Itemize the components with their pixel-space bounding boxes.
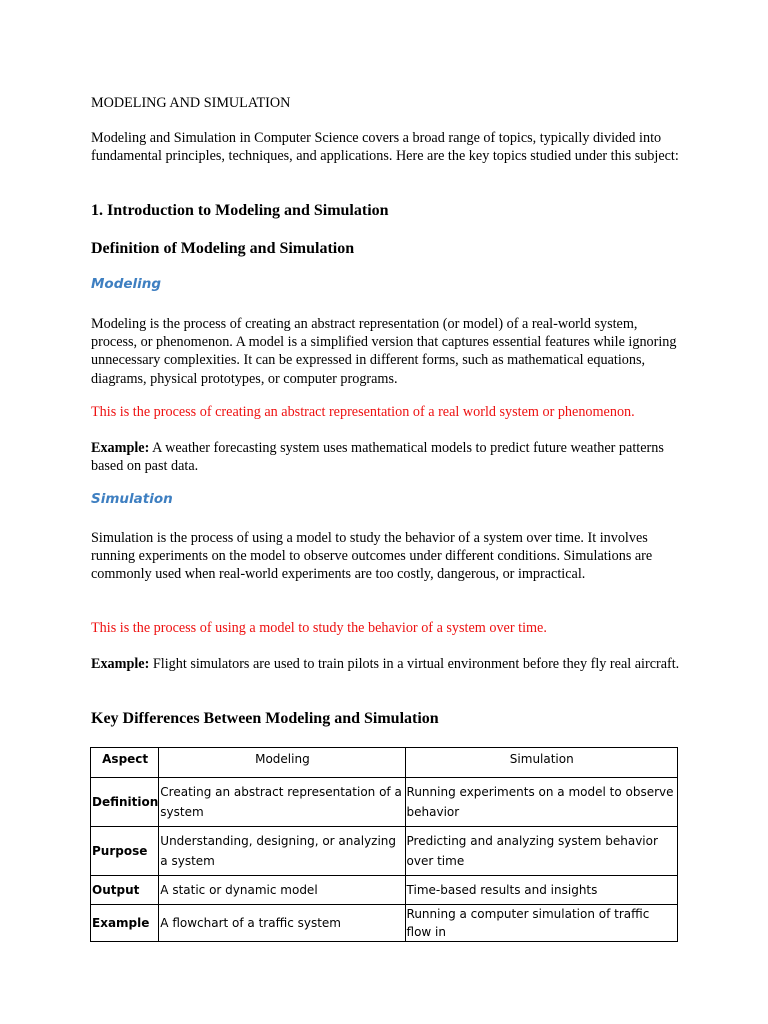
table-row-label: Output xyxy=(91,876,159,905)
example-label: Example: xyxy=(91,440,150,456)
differences-heading: Key Differences Between Modeling and Simulation xyxy=(91,710,439,727)
table-header-row xyxy=(91,748,678,778)
intro-paragraph: Modeling and Simulation in Computer Science covers a broad range of topics, typically divided into fundamental principles, techniques, and applications. Here are the key topics studied under this subject: xyxy=(91,130,679,165)
simulation-highlight: This is the process of using a model to study the behavior of a system over time. xyxy=(91,620,547,636)
table-cell: A static or dynamic model xyxy=(159,876,405,905)
table-row-label: Definition xyxy=(91,778,159,827)
simulation-example xyxy=(91,655,681,673)
modeling-paragraph: Modeling is the process of creating an abstract representation (or model) of a real-world system, process, or phenomenon. A model is a simplified version that captures essential features while ignoring unnecessary complexities. It can be expressed in different forms, such as mathematical equations, diagrams, physical prototypes, or computer programs. xyxy=(91,316,677,387)
table-row xyxy=(91,827,678,876)
table-cell: A flowchart of a traffic system xyxy=(159,905,405,942)
modeling-subheading: Modeling xyxy=(91,276,162,292)
example-text: A weather forecasting system uses mathematical models to predict future weather patterns based on past data. xyxy=(91,440,664,475)
table-header-cell: Aspect xyxy=(91,748,159,778)
table-cell: Creating an abstract representation of a system xyxy=(159,778,405,827)
table-row-label: Example xyxy=(91,905,159,942)
table-cell: Time-based results and insights xyxy=(405,876,677,905)
simulation-paragraph: Simulation is the process of using a model to study the behavior of a system over time. It involves running experiments on the model to observe outcomes under different conditions. Simulations are commonly used when real-world experiments are too costly, dangerous, or impractical. xyxy=(91,530,653,583)
table-row-label: Purpose xyxy=(91,827,159,876)
table-cell: Running a computer simulation of traffic flow in xyxy=(405,905,677,942)
example-text: Flight simulators are used to train pilots in a virtual environment before they fly real aircraft. xyxy=(149,656,680,672)
differences-table xyxy=(90,747,678,942)
table-cell: Running experiments on a model to observe behavior xyxy=(405,778,677,827)
table-cell: Predicting and analyzing system behavior over time xyxy=(405,827,677,876)
table-cell: Understanding, designing, or analyzing a system xyxy=(159,827,405,876)
table-header-cell: Simulation xyxy=(405,748,677,778)
table-header-cell: Modeling xyxy=(159,748,405,778)
document-title: MODELING AND SIMULATION xyxy=(91,95,291,111)
modeling-example xyxy=(91,439,681,475)
definition-heading: Definition of Modeling and Simulation xyxy=(91,240,355,257)
simulation-subheading: Simulation xyxy=(91,491,173,507)
modeling-highlight: This is the process of creating an abstract representation of a real world system or phenomenon. xyxy=(91,404,635,420)
table-row xyxy=(91,876,678,905)
table-row xyxy=(91,905,678,942)
example-label: Example: xyxy=(91,656,150,672)
table-row xyxy=(91,778,678,827)
section-1-heading: 1. Introduction to Modeling and Simulation xyxy=(91,202,389,219)
